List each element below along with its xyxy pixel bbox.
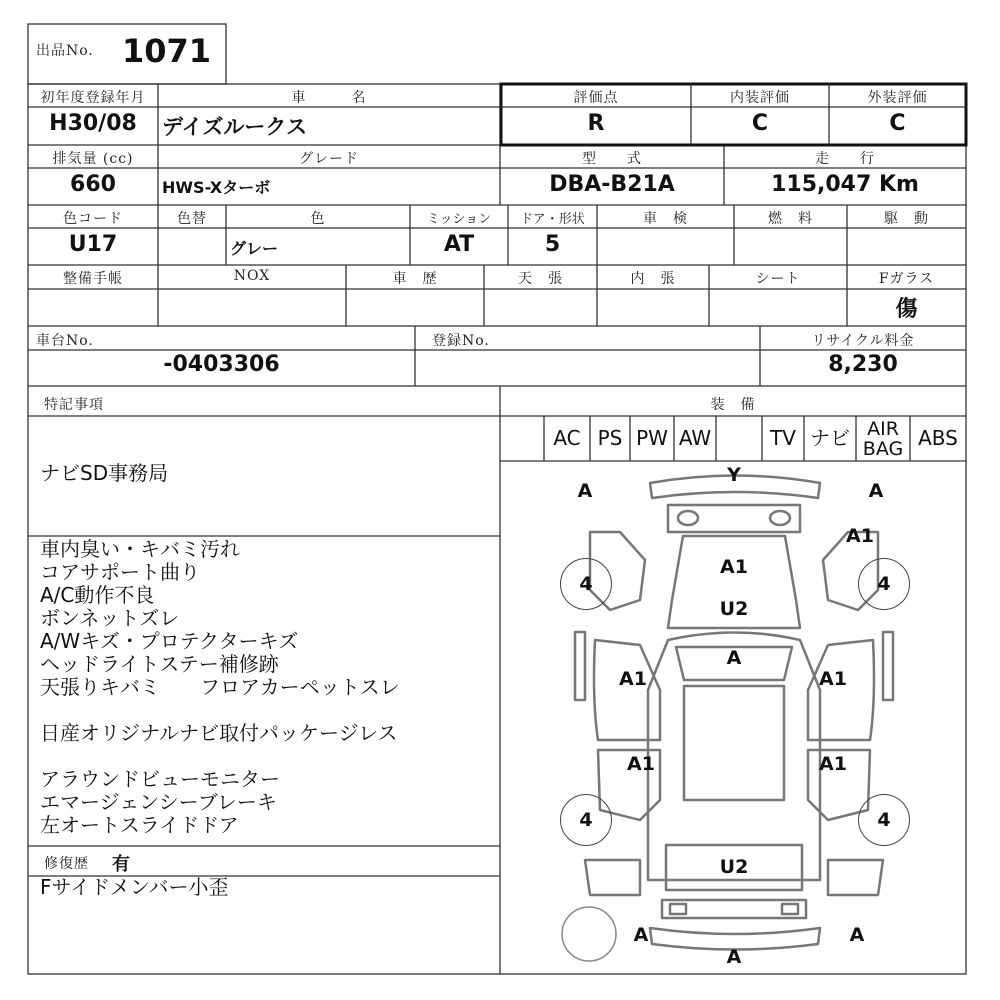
chassis-label: 車台No.: [36, 333, 94, 349]
nox-label: NOX: [233, 268, 271, 284]
regno-label: 登録No.: [432, 333, 490, 349]
car-name-label: 車 名: [291, 90, 367, 106]
mileage-label: 走 行: [815, 151, 875, 167]
left-rear-fender: [585, 860, 640, 895]
right-mirror: [883, 632, 893, 700]
seat-label: シート: [755, 271, 801, 287]
left-mirror: [575, 632, 585, 700]
repair-label: 修復歴: [44, 856, 89, 872]
displacement-value: 660: [70, 172, 116, 197]
door-label: ドア・形状: [520, 212, 585, 227]
mark-front-right: A: [868, 480, 884, 502]
emblem-right: [770, 511, 790, 525]
fglass-label: Fガラス: [878, 271, 935, 287]
notes-top: ナビSD事務局: [40, 461, 169, 485]
tire-rear-right: 4: [858, 794, 910, 846]
notes-main: 車内臭い・キバミ汚れ コアサポート曲り A/C動作不良 ボンネットズレ A/Wキズ・プロテクターキズ ヘッドライトステー補修跡 天張りキバミ フロアカーペットスレ 日産オリジナルナビ取付パッケージレス アラウンドビューモニター エマージェンシーブレーキ 左オートスライドドア: [40, 537, 400, 837]
recycle-label: リサイクル料金: [811, 333, 915, 349]
mark-roof: A: [726, 647, 742, 669]
mark-rear-right: A: [849, 924, 865, 946]
mark-right-rear-door: A1: [819, 753, 847, 775]
model-value: DBA-B21A: [549, 172, 675, 197]
mark-hood-1: A1: [720, 556, 748, 578]
color-value: グレー: [230, 239, 279, 258]
equip-item-airbag: AIR BAG: [862, 418, 904, 460]
equip-item-pw: PW: [636, 426, 668, 450]
tire-front-right: 4: [858, 558, 910, 610]
inner-label: 内 張: [630, 271, 676, 287]
displacement-label: 排気量 (cc): [52, 151, 134, 167]
color-label: 色: [310, 211, 326, 227]
front-grille: [668, 505, 800, 532]
emblem-left: [678, 511, 698, 525]
mark-rear-center: U2: [719, 856, 749, 878]
first-reg-value: H30/08: [49, 111, 137, 136]
color-code-value: U17: [68, 232, 118, 257]
equip-item-navi: ナビ: [810, 426, 850, 450]
left-front-door: [594, 640, 660, 740]
roof: [684, 686, 784, 800]
tire-front-left: 4: [560, 558, 612, 610]
equipment-label: 装 備: [710, 397, 756, 413]
repaint-label: 色替: [177, 211, 207, 227]
fglass-value: 傷: [895, 297, 918, 322]
mark-windshield-right: A1: [846, 525, 874, 547]
score-value: R: [587, 111, 605, 136]
score-label: 評価点: [573, 90, 619, 106]
mark-left-rear-door: A1: [627, 753, 655, 775]
equip-item-ac: AC: [553, 426, 581, 450]
right-rear-fender: [828, 860, 883, 895]
mission-label: ミッション: [426, 212, 492, 227]
lot-number: 1071: [122, 32, 212, 70]
history-label: 車 歴: [392, 271, 438, 287]
equip-item-tv: TV: [770, 426, 796, 450]
tire-rear-left: 4: [560, 794, 612, 846]
first-reg-label: 初年度登録年月: [40, 90, 146, 106]
repair-value: 有: [112, 854, 130, 875]
door-value: 5: [544, 232, 561, 257]
repair-detail: Fサイドメンバー小歪: [40, 875, 229, 899]
fuel-label: 燃 料: [768, 211, 813, 227]
inspection-label: 車 検: [643, 211, 688, 227]
maint-label: 整備手帳: [63, 271, 123, 287]
mark-front-y: Y: [727, 464, 741, 486]
grade-value: HWS-Xターボ: [162, 178, 271, 197]
car-name-value: デイズルークス: [162, 115, 308, 139]
mission-value: AT: [443, 232, 475, 257]
color-code-label: 色コード: [63, 211, 123, 227]
notes-label: 特記事項: [44, 397, 104, 413]
grade-label: グレード: [299, 151, 359, 167]
mark-left-front-door: A1: [619, 668, 647, 690]
equip-item-ps: PS: [597, 426, 623, 450]
model-label: 型 式: [582, 151, 642, 167]
chassis-value: -0403306: [163, 352, 280, 377]
drive-label: 駆 動: [884, 211, 929, 227]
right-front-door: [808, 640, 874, 740]
equip-item-abs: ABS: [918, 426, 958, 450]
mark-rear-bottom: A: [726, 946, 742, 968]
exterior-label: 外装評価: [867, 90, 928, 106]
mark-hood-2: U2: [719, 598, 749, 620]
mark-right-front-door: A1: [819, 668, 847, 690]
roof-label: 天 張: [518, 271, 563, 287]
mark-front-left: A: [577, 480, 593, 502]
mileage-value: 115,047 Km: [771, 172, 919, 197]
mark-rear-left: A: [633, 924, 649, 946]
interior-label: 内装評価: [730, 90, 790, 106]
spare-tire: [562, 907, 616, 961]
body-outline: [648, 633, 820, 881]
rear-lamp-bar: [662, 900, 806, 918]
recycle-value: 8,230: [828, 352, 898, 377]
lot-label: 出品No.: [36, 43, 94, 59]
interior-value: C: [751, 111, 769, 136]
equip-item-aw: AW: [678, 426, 712, 450]
exterior-value: C: [889, 111, 906, 136]
